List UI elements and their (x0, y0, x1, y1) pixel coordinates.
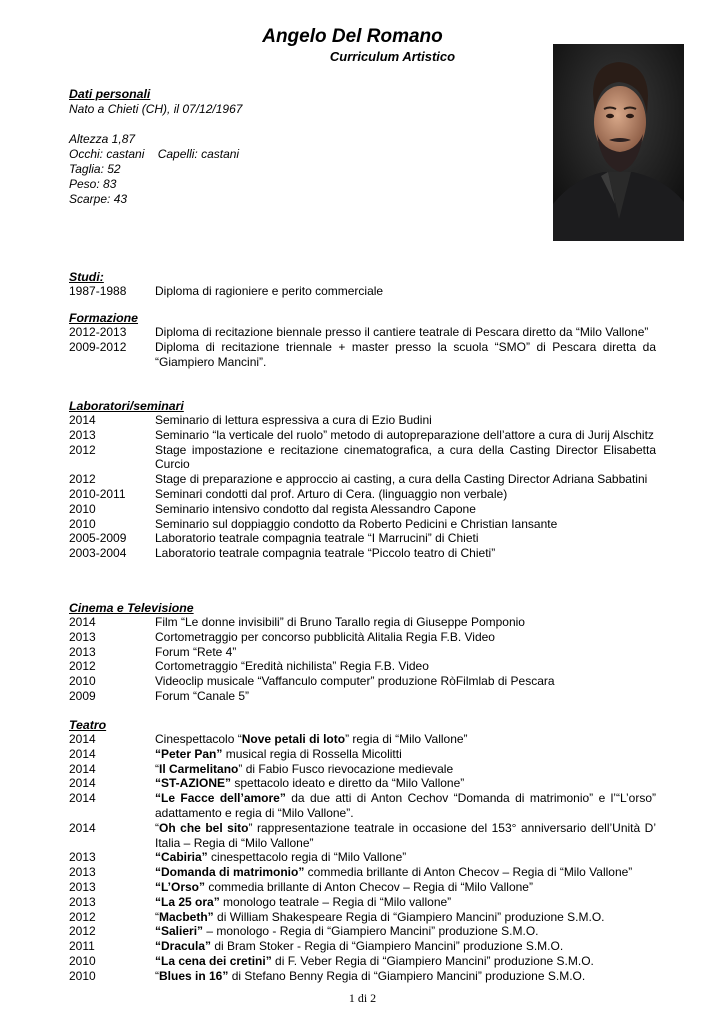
laboratori-entry (69, 487, 656, 502)
entry-year: 2014 (69, 820, 96, 835)
section-heading-studi: Studi: (69, 270, 104, 284)
section-heading-teatro: Teatro (69, 718, 107, 732)
entry-description: Stage di preparazione e approccio ai casting, a cura della Casting Director Adriana Sabbatini (155, 472, 648, 487)
laboratori-entry (69, 546, 656, 561)
entry-year: 2010 (69, 674, 96, 689)
entry-title: “Dracula” (155, 939, 212, 954)
hair-info: Capelli: castani (157, 147, 240, 161)
teatro-entry (69, 747, 656, 762)
entry-description (155, 910, 656, 925)
cinema-entry (69, 630, 656, 645)
entry-description (155, 895, 656, 910)
teatro-entry (69, 850, 656, 865)
entry-year: 2014 (69, 776, 96, 791)
entry-year: 2014 (69, 746, 96, 761)
teatro-entry (69, 776, 656, 791)
entry-description (155, 791, 656, 821)
entry-description: Forum “Canale 5” (155, 688, 250, 703)
laboratori-entry (69, 472, 656, 487)
height-info: Altezza 1,87 (69, 132, 136, 146)
entry-year: 2012 (69, 924, 96, 939)
section-heading-formazione: Formazione (69, 311, 139, 325)
entry-title: “La cena dei cretini” (155, 953, 272, 968)
entry-description: Cortometraggio per concorso pubblicità Alitalia Regia F.B. Video (155, 629, 495, 644)
teatro-entry (69, 821, 656, 851)
cinema-entry (69, 615, 656, 630)
entry-description (155, 732, 656, 747)
studi-section (69, 270, 656, 299)
entry-year: 2013 (69, 850, 96, 865)
laboratori-entry (69, 517, 656, 532)
entry-year: 2014 (69, 791, 96, 806)
eyes-info: Occhi: castani (69, 147, 145, 161)
entry-text-suffix: ” di Fabio Fusco rievocazione medievale (238, 761, 454, 776)
entry-title: “Domanda di matrimonio” (155, 865, 305, 880)
entry-description: Videoclip musicale “Vaffanculo computer” produzione RòFilmlab di Pescara (155, 674, 555, 689)
teatro-entry (69, 939, 656, 954)
entry-year: 2010 (69, 501, 96, 516)
entry-year: 2014 (69, 732, 96, 746)
entry-description: Diploma di recitazione biennale presso il cantiere teatrale di Pescara diretto da “Milo Vallone” (155, 325, 649, 339)
entry-year: 2009-2012 (69, 339, 127, 354)
entry-text-suffix: monologo teatrale – Regia di “Milo vallone” (219, 894, 452, 909)
entry-description (155, 747, 656, 762)
entry-text-suffix: commedia brillante di Anton Checov – Regia di “Milo Vallone” (205, 879, 533, 894)
teatro-entry (69, 732, 656, 747)
entry-text-suffix: cinespettacolo regia di “Milo Vallone” (207, 850, 407, 865)
teatro-entry (69, 954, 656, 969)
entry-description: Diploma di recitazione triennale + master presso la scuola “SMO” di Pescara diretta da “Giampiero Mancini”. (155, 339, 656, 369)
cinema-section (69, 601, 656, 704)
entry-year: 2012 (69, 442, 96, 457)
studi-entry (69, 284, 656, 299)
entry-text-suffix: da due atti di Anton Cechov “Domanda di matrimonio” e l’“L’orso” adattamento e regia di “Milo Vallone”. (155, 791, 656, 820)
entry-text-prefix: Cinespettacolo “ (155, 732, 242, 746)
entry-year: 2014 (69, 413, 96, 427)
entry-description: Film “Le donne invisibili” di Bruno Tarallo regia di Giuseppe Pomponio (155, 615, 525, 629)
page-number: 1 di 2 (348, 991, 377, 1005)
entry-text-suffix: ” regia di “Milo Vallone” (345, 732, 468, 746)
section-heading-personal: Dati personali (69, 87, 151, 101)
section-heading-laboratori: Laboratori/seminari (69, 399, 184, 413)
weight-info: Peso: 83 (69, 177, 117, 191)
entry-title: “Cabiria” (155, 850, 208, 865)
teatro-entry (69, 910, 656, 925)
entry-year: 2013 (69, 427, 96, 442)
entry-year: 2014 (69, 615, 96, 629)
entry-text-suffix: ” rappresentazione teatrale in occasione del 153° anniversario dell’Unità D’ Italia – Regia di “Milo Vallone” (155, 820, 657, 850)
portrait-illustration (553, 44, 684, 241)
entry-title: Blues in 16” (159, 968, 229, 983)
entry-description (155, 939, 656, 954)
entry-title: Il Carmelitano (159, 761, 239, 776)
entry-year: 2012 (69, 659, 96, 674)
cinema-entry (69, 645, 656, 660)
entry-description (155, 954, 656, 969)
entry-year: 2011 (69, 939, 95, 954)
entry-description (155, 850, 656, 865)
entry-year: 2013 (69, 894, 96, 909)
entry-text-suffix: spettacolo ideato e diretto da “Milo Vallone” (231, 776, 465, 791)
entry-text-prefix: “ (155, 761, 159, 776)
entry-title: “La 25 ora” (155, 894, 220, 909)
shoes-info: Scarpe: 43 (69, 192, 128, 206)
laboratori-section (69, 399, 656, 561)
entry-description (155, 880, 656, 895)
laboratori-entry (69, 502, 656, 517)
entry-description (155, 924, 656, 939)
formazione-entry (69, 340, 656, 370)
page-title: Angelo Del Romano (262, 26, 443, 47)
entry-year: 2005-2009 (69, 531, 127, 546)
entry-year: 2009 (69, 688, 96, 703)
entry-title: “Le Facce dell’amore” (155, 791, 286, 806)
entry-description: Seminario sul doppiaggio condotto da Roberto Pedicini e Christian Iansante (155, 516, 558, 531)
cinema-entry (69, 659, 656, 674)
entry-year: 2012 (69, 909, 96, 924)
section-heading-cinema: Cinema e Televisione (69, 601, 194, 615)
entry-year: 2013 (69, 629, 96, 644)
entry-year: 2014 (69, 761, 96, 776)
entry-text-suffix: di William Shakespeare Regia di “Giampiero Mancini” produzione S.M.O. (213, 909, 605, 924)
entry-year: 2013 (69, 865, 96, 880)
entry-description (155, 762, 656, 777)
entry-title: Nove petali di loto (241, 732, 346, 746)
entry-text-suffix: di Bram Stoker - Regia di “Giampiero Mancini” produzione S.M.O. (211, 939, 564, 954)
teatro-entry (69, 924, 656, 939)
entry-year: 2010 (69, 968, 96, 983)
entry-description (155, 865, 656, 880)
portrait-photo (553, 44, 684, 241)
entry-description: Cortometraggio “Eredità nichilista” Regia F.B. Video (155, 659, 429, 674)
entry-text-prefix: “ (155, 968, 159, 983)
entry-description: Stage impostazione e recitazione cinematografica, a cura della Casting Director Elisabetta Curcio (155, 442, 656, 472)
entry-title: “L’Orso” (155, 879, 206, 894)
birth-info: Nato a Chieti (CH), il 07/12/1967 (69, 102, 243, 116)
entry-year: 2012-2013 (69, 325, 127, 339)
formazione-section (69, 311, 656, 369)
entry-description (155, 821, 656, 851)
eyes-hair-row (69, 147, 369, 162)
entry-text-suffix: di Stefano Benny Regia di “Giampiero Mancini” produzione S.M.O. (228, 968, 586, 983)
laboratori-entry (69, 443, 656, 473)
entry-text-prefix: “ (155, 909, 159, 924)
cinema-entry (69, 674, 656, 689)
teatro-entry (69, 791, 656, 821)
entry-description: Seminario “la verticale del ruolo” metodo di autopreparazione dell’attore a cura di Jurij Alschitz (155, 427, 654, 442)
formazione-entry (69, 325, 656, 340)
entry-year: 1987-1988 (69, 284, 127, 298)
entry-text-suffix: – monologo - Regia di “Giampiero Mancini” produzione S.M.O. (203, 924, 539, 939)
teatro-section (69, 718, 656, 984)
entry-title: “ST-AZIONE” (155, 776, 232, 791)
entry-description: Forum “Rete 4” (155, 644, 237, 659)
entry-title: “Peter Pan” (155, 746, 223, 761)
entry-year: 2010 (69, 953, 96, 968)
entry-description: Diploma di ragioniere e perito commerciale (155, 284, 384, 298)
entry-text-prefix: “ (155, 820, 159, 835)
entry-title: Macbeth” (159, 909, 214, 924)
entry-title: Oh che bel sito (159, 820, 249, 835)
entry-description: Seminari condotti dal prof. Arturo di Cera. (linguaggio non verbale) (155, 486, 508, 501)
teatro-entry (69, 880, 656, 895)
teatro-entry (69, 969, 656, 984)
teatro-entry (69, 865, 656, 880)
entry-year: 2010 (69, 516, 96, 531)
laboratori-entry (69, 531, 656, 546)
entry-year: 2012 (69, 472, 96, 487)
entry-description: Seminario intensivo condotto dal regista Alessandro Capone (155, 501, 476, 516)
cinema-entry (69, 689, 656, 704)
entry-year: 2010-2011 (69, 486, 126, 501)
entry-description: Laboratorio teatrale compagnia teatrale “Piccolo teatro di Chieti” (155, 546, 496, 561)
page-subtitle: Curriculum Artistico (329, 49, 456, 64)
entry-year: 2003-2004 (69, 546, 127, 561)
entry-title: “Salieri” (155, 924, 204, 939)
entry-year: 2013 (69, 644, 96, 659)
teatro-entry (69, 895, 656, 910)
size-info: Taglia: 52 (69, 162, 121, 176)
entry-text-suffix: di F. Veber Regia di “Giampiero Mancini” produzione S.M.O. (271, 953, 594, 968)
laboratori-entry (69, 428, 656, 443)
entry-text-suffix: commedia brillante di Anton Checov – Regia di “Milo Vallone” (304, 865, 633, 880)
entry-description: Laboratorio teatrale compagnia teatrale “I Marrucini” di Chieti (155, 531, 479, 546)
laboratori-entry (69, 413, 656, 428)
entry-description: Seminario di lettura espressiva a cura di Ezio Budini (155, 413, 432, 427)
entry-year: 2013 (69, 879, 96, 894)
entry-text-suffix: musical regia di Rossella Micolitti (222, 746, 402, 761)
entry-description (155, 776, 656, 791)
teatro-entry (69, 762, 656, 777)
entry-description (155, 969, 656, 984)
personal-data-section (69, 87, 369, 207)
